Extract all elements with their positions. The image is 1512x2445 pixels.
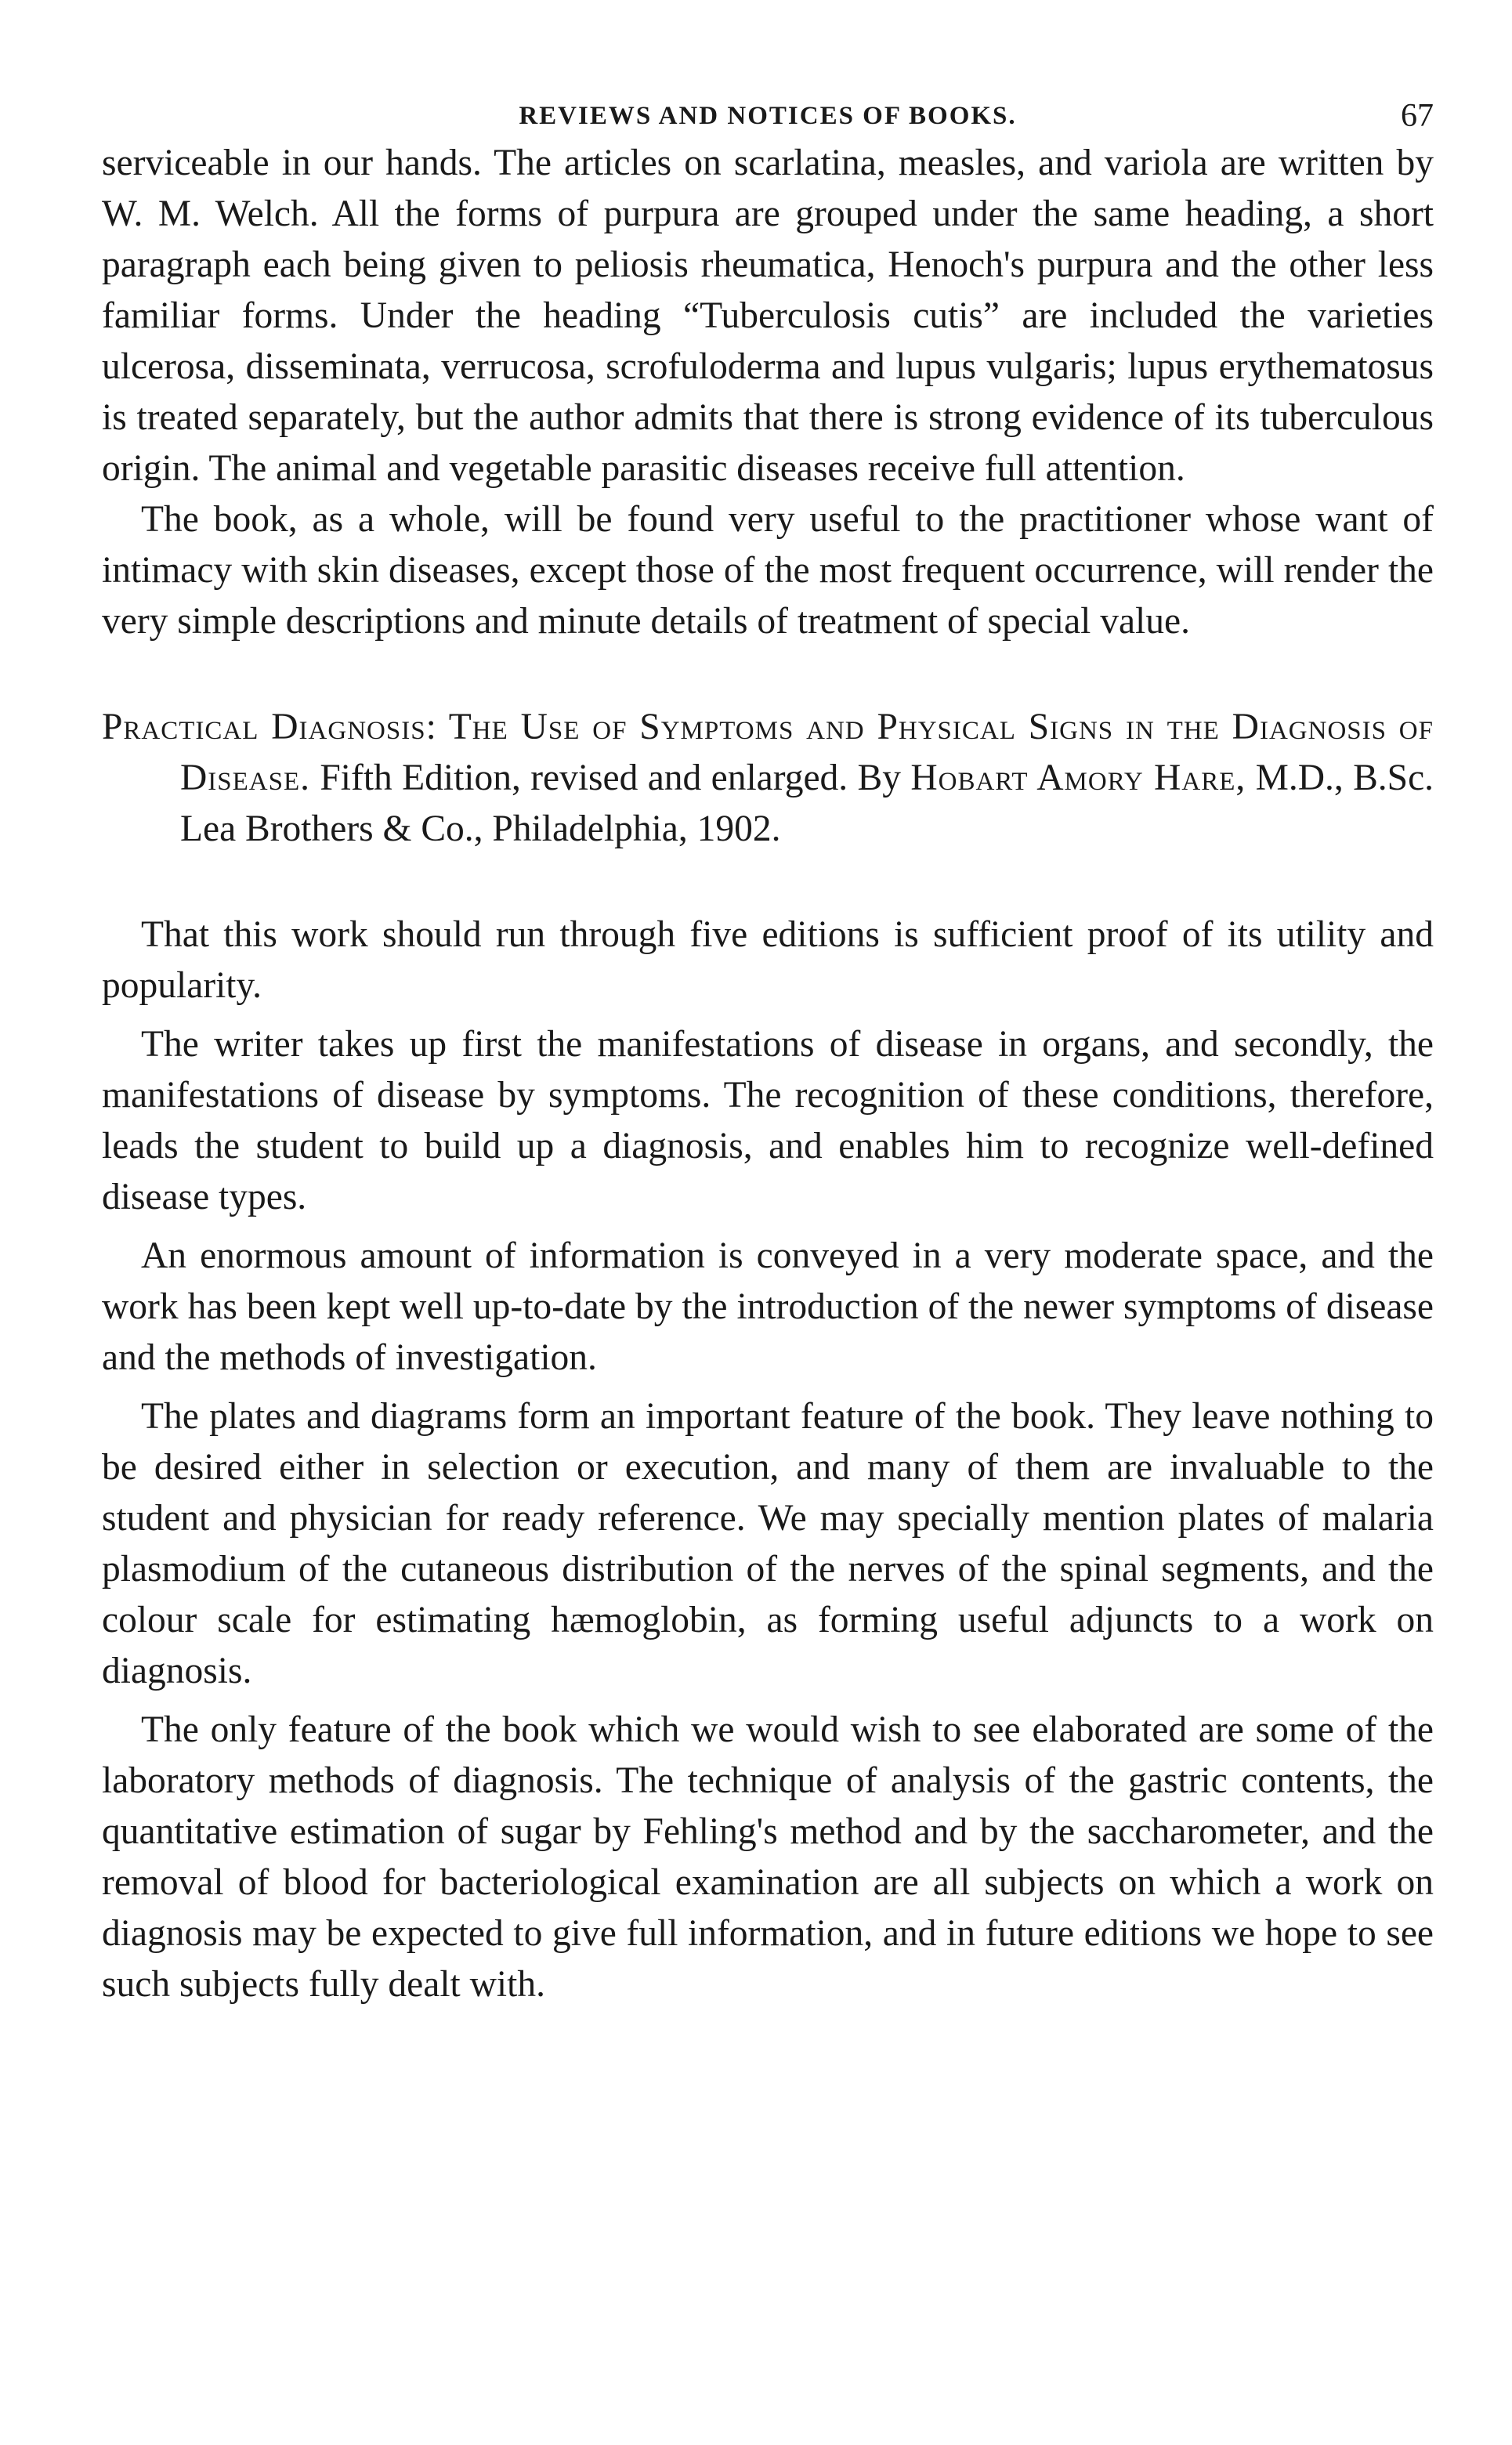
book-page <box>102 86 1434 2010</box>
review-paragraph: That this work should run through five editions is sufficient proof of its utility and popularity. <box>102 914 1434 1006</box>
review-edition: Fifth Edition, revised and enlarged. <box>320 758 848 798</box>
paragraph-conclusion: The book, as a whole, will be found very useful to the practitioner whose want of intimacy with skin diseases, except those of the most frequent occurrence, will render the very simple descriptions and minute details of treatment of special value. <box>102 499 1434 642</box>
review-paragraph: An enormous amount of information is conveyed in a very moderate space, and the work has been kept well up-to-date by the introduction of the newer symptoms of disease and the methods of investigation. <box>102 1235 1434 1378</box>
review-heading <box>102 702 1434 855</box>
review-paragraph: The plates and diagrams form an important feature of the book. They leave nothing to be desired either in selection or execution, and many of them are invaluable to the student and physician for ready reference. We may specially mention plates of malaria plasmodium of the cutaneous distribution of the nerves of the spinal segments, and the colour scale for estimating hæmoglobin, as forming useful adjuncts to a work on diagnosis. <box>102 1396 1434 1691</box>
page-number: 67 <box>1401 98 1434 134</box>
review-by: By <box>857 758 901 798</box>
review-book-title: Practical Diagnosis: The Use of Symptoms and Physical Signs in the Diagnosis of Disease. <box>102 707 1434 798</box>
review-publisher: Lea Brothers & Co., Philadelphia, 1902. <box>180 808 781 849</box>
review-paragraph: The only feature of the book which we would wish to see elaborated are some of the laboratory methods of diagnosis. The technique of analysis of the gastric contents, the quantitative estimation of sugar by Fehling's method and by the saccharometer, and the removal of blood for bacteriological examination are all subjects on which a work on diagnosis may be expected to give full information, and in future editions we hope to see such subjects fully dealt with. <box>102 1709 1434 2005</box>
paragraph-continued: serviceable in our hands. The articles on scarlatina, measles, and variola are written by W. M. Welch. All the forms of purpura are grouped under the same heading, a short paragraph each being given to peliosis rheumatica, Henoch's purpura and the other less familiar forms. Under the heading “Tuberculosis cutis” are included the varieties ulcerosa, disseminata, verrucosa, scrofuloderma and lupus vulgaris; lupus erythematosus is treated separately, but the author admits that there is strong evidence of its tuberculous origin. The animal and vegetable parasitic diseases receive full attention. <box>102 143 1434 489</box>
review-degrees: M.D., B.Sc. <box>1255 758 1434 798</box>
review-author: Hobart Amory Hare, <box>910 758 1246 798</box>
running-head-title: REVIEWS AND NOTICES OF BOOKS. <box>519 102 1017 130</box>
review-paragraph: The writer takes up first the manifestations of disease in organs, and secondly, the manifestations of disease by symptoms. The recognition of these conditions, therefore, leads the student to build up a diagnosis, and enables him to recognize well-defined disease types. <box>102 1024 1434 1217</box>
running-head <box>102 86 1434 138</box>
